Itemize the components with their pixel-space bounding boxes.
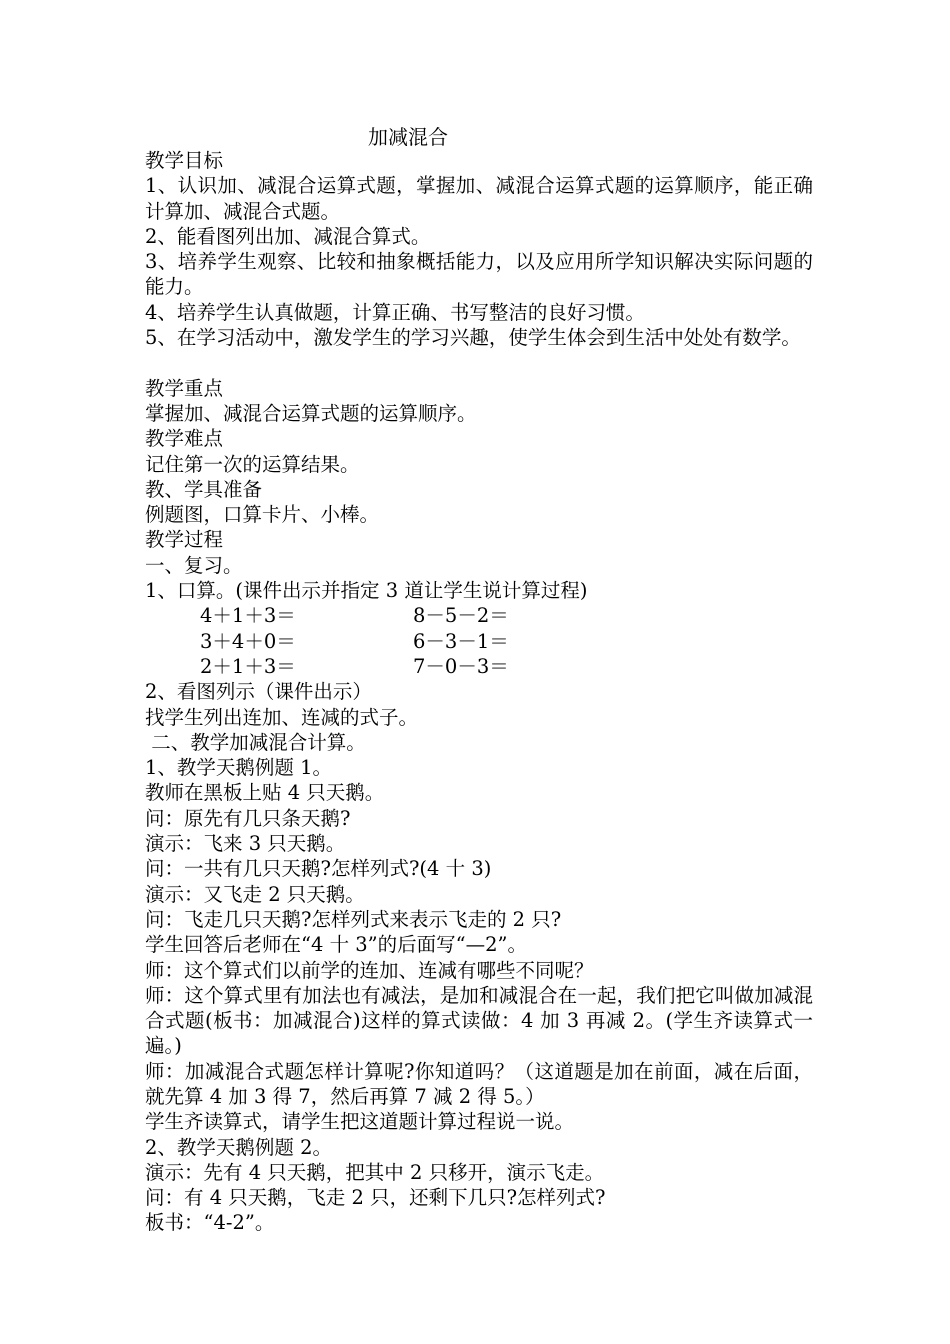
example-1-line: 演示：飞来 3 只天鹅。 [145,832,346,856]
example-2-line: 演示：先有 4 只天鹅，把其中 2 只移开，演示飞走。 [145,1160,605,1184]
example-1-line: 问：飞走几只天鹅?怎样列式来表示飞走的 2 只? [145,907,562,931]
calc-row [145,603,813,628]
example-1-paragraph: 师：加减混合式题怎样计算呢?你知道吗？（这道题是加在前面，减在后面，就先算 4 加 3 得 7，然后再算 7 减 2 得 5。） [145,1059,813,1108]
teach-heading: 二、教学加减混合计算。 [145,730,366,754]
example-2-line: 板书：“4-2”。 [145,1211,275,1235]
tools-heading: 教、学具准备 [145,477,263,501]
example-2-line: 问：有 4 只天鹅，飞走 2 只，还剩下几只?怎样列式? [145,1186,606,1210]
objective-2: 2、能看图列出加、减混合算式。 [145,224,431,248]
example-1-paragraph: 师：这个算式里有加法也有减法，是加和减混合在一起，我们把它叫做加减混合式题(板书：加减混合)这样的算式读做：4 加 3 再减 2。(学生齐读算式一遍。) [145,983,813,1058]
calc-row [145,654,813,679]
document-body [145,148,813,1236]
example-1-line: 演示：又飞走 2 只天鹅。 [145,882,365,906]
picture-calc-heading: 2、看图列示（课件出示） [145,680,372,704]
calc-expression: 3＋4＋0＝ [200,629,296,653]
example-2-heading: 2、教学天鹅例题 2。 [145,1135,333,1159]
difficulty-text: 记住第一次的运算结果。 [145,452,360,476]
objective-1: 1、认识加、减混合运算式题，掌握加、减混合运算式题的运算顺序，能正确计算加、减混合式题。 [145,174,813,223]
example-1-line: 问：原先有几只条天鹅? [145,806,351,830]
review-heading: 一、复习。 [145,553,243,577]
example-1-line: 问：一共有几只天鹅?怎样列式?(4 十 3) [145,857,492,881]
objective-5: 5、在学习活动中，激发学生的学习兴趣，使学生体会到生活中处处有数学。 [145,326,801,350]
difficulty-heading: 教学难点 [145,427,224,451]
key-heading: 教学重点 [145,376,224,400]
picture-calc-text: 找学生列出连加、连减的式子。 [145,705,419,729]
oral-calc-instruction: 1、口算。(课件出示并指定 3 道让学生说计算过程) [145,579,588,603]
calc-expression: 7－0－3＝ [413,654,509,678]
calc-row [145,629,813,654]
objective-3: 3、培养学生观察、比较和抽象概括能力，以及应用所学知识解决实际问题的能力。 [145,250,813,299]
calc-expression: 8－5－2＝ [413,604,509,628]
example-1-line: 学生回答后老师在“4 十 3”的后面写“—2”。 [145,933,527,957]
objectives-heading: 教学目标 [145,149,224,172]
tools-text: 例题图，口算卡片、小棒。 [145,503,380,527]
document-title: 加减混合 [368,125,448,149]
calc-expression: 6－3－1＝ [413,629,509,653]
example-1-line: 学生齐读算式，请学生把这道题计算过程说一说。 [145,1110,575,1134]
objective-4: 4、培养学生认真做题，计算正确、书写整洁的良好习惯。 [145,300,645,324]
calc-expression: 2＋1＋3＝ [200,654,296,678]
example-1-line: 教师在黑板上贴 4 只天鹅。 [145,781,385,805]
calc-expression: 4＋1＋3＝ [200,604,296,628]
example-1-line: 师：这个算式们以前学的连加、连减有哪些不同呢？ [145,958,594,982]
process-heading: 教学过程 [145,528,224,552]
key-text: 掌握加、减混合运算式题的运算顺序。 [145,401,477,425]
example-1-heading: 1、教学天鹅例题 1。 [145,756,333,780]
